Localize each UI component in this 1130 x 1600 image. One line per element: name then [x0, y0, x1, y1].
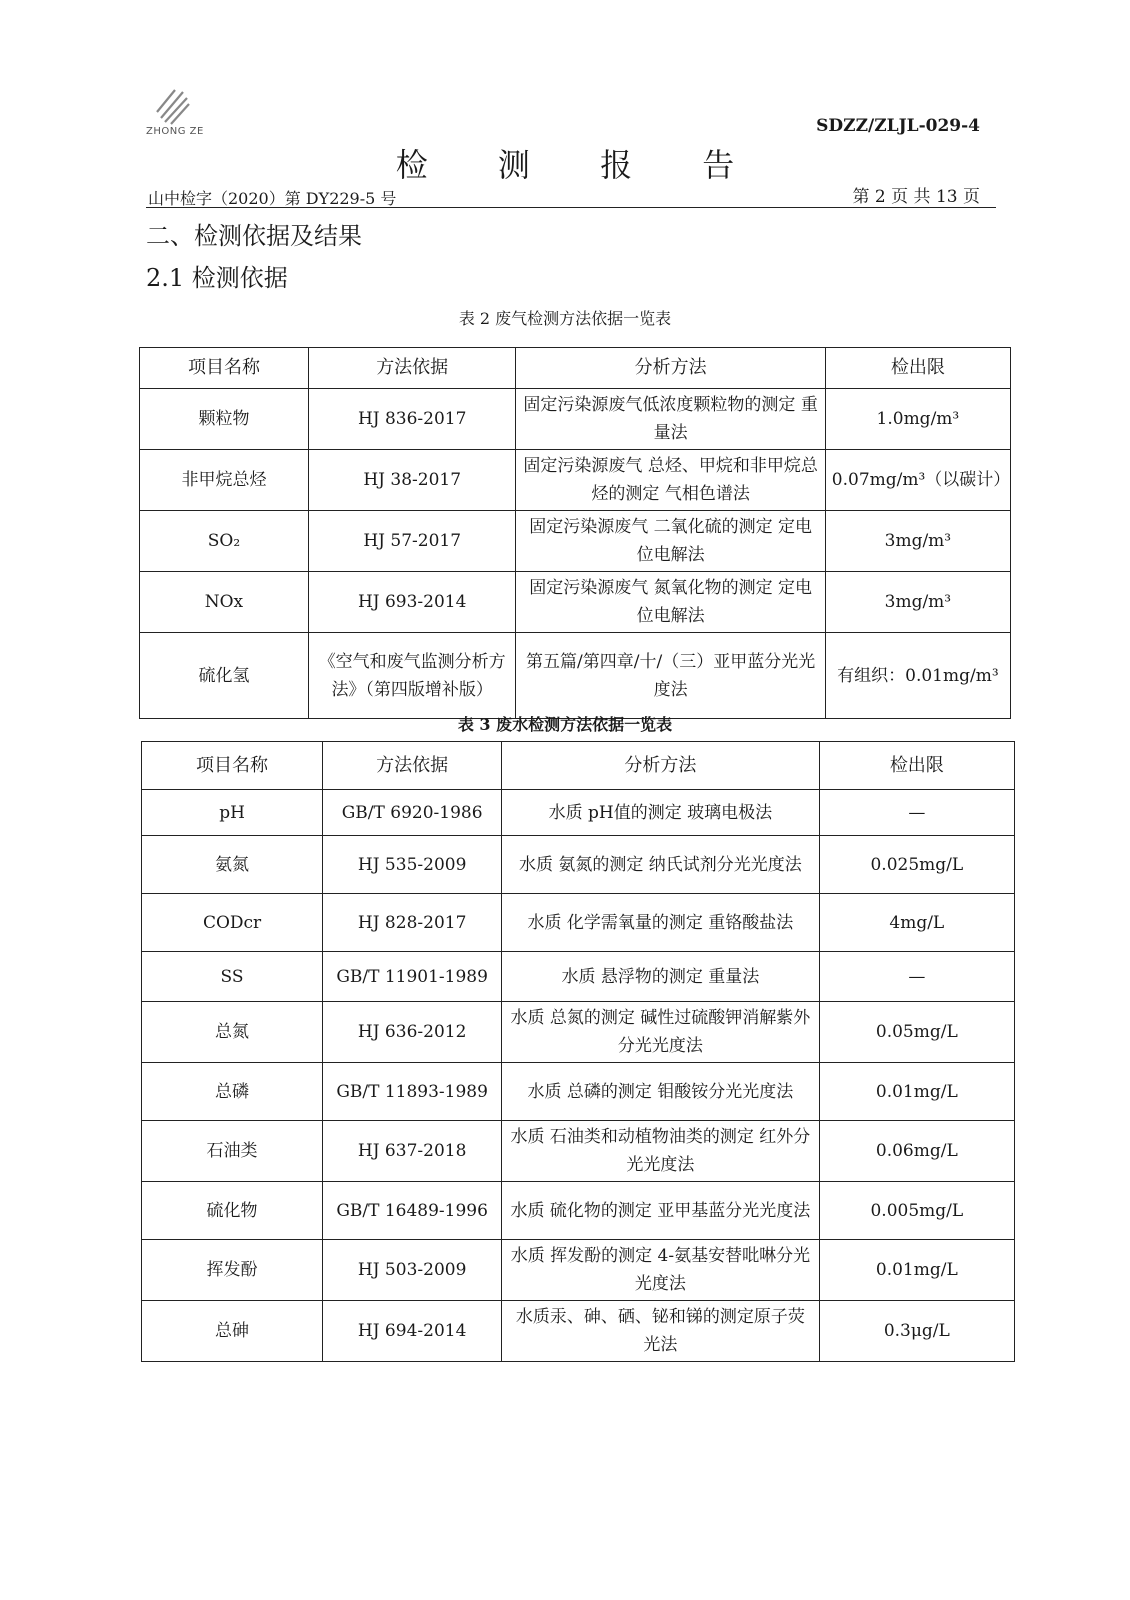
- method-cell: 水质 硫化物的测定 亚甲基蓝分光光度法: [502, 1182, 819, 1240]
- basis-cell: HJ 503-2009: [323, 1240, 502, 1301]
- wastewater-method-table: [141, 741, 1015, 1362]
- table-row: [140, 450, 1011, 511]
- table-row: [140, 633, 1011, 719]
- method-cell: 固定污染源废气 氮氧化物的测定 定电位电解法: [516, 572, 825, 633]
- item-cell: 颗粒物: [140, 389, 309, 450]
- basis-cell: GB/T 11901-1989: [323, 952, 502, 1002]
- basis-cell: HJ 535-2009: [323, 836, 502, 894]
- basis-cell: HJ 57-2017: [308, 511, 516, 572]
- report-number: 山中检字（2020）第 DY229-5 号: [148, 189, 397, 208]
- table-row: [142, 790, 1015, 836]
- header-cell: 项目名称: [140, 348, 309, 389]
- method-cell: 水质 总磷的测定 钼酸铵分光光度法: [502, 1063, 819, 1121]
- item-cell: 总砷: [142, 1301, 323, 1362]
- limit-cell: 0.005mg/L: [819, 1182, 1014, 1240]
- report-title: 检 测 报 告: [395, 146, 765, 184]
- basis-cell: GB/T 16489-1996: [323, 1182, 502, 1240]
- basis-cell: HJ 828-2017: [323, 894, 502, 952]
- item-cell: 挥发酚: [142, 1240, 323, 1301]
- section-heading: 二、检测依据及结果: [146, 222, 362, 250]
- item-cell: 总磷: [142, 1063, 323, 1121]
- item-cell: 石油类: [142, 1121, 323, 1182]
- basis-cell: HJ 637-2018: [323, 1121, 502, 1182]
- table-row: [142, 1240, 1015, 1301]
- table-row: [140, 572, 1011, 633]
- document-code: SDZZ/ZLJL-029-4: [816, 116, 980, 136]
- limit-cell: 0.3μg/L: [819, 1301, 1014, 1362]
- item-cell: 硫化氢: [140, 633, 309, 719]
- method-cell: 水质 挥发酚的测定 4-氨基安替吡啉分光光度法: [502, 1240, 819, 1301]
- table-row: [142, 952, 1015, 1002]
- limit-cell: 0.025mg/L: [819, 836, 1014, 894]
- method-cell: 水质 pH值的测定 玻璃电极法: [502, 790, 819, 836]
- item-cell: pH: [142, 790, 323, 836]
- table-row: [142, 1182, 1015, 1240]
- limit-cell: —: [819, 790, 1014, 836]
- table-row: [142, 1063, 1015, 1121]
- limit-cell: 4mg/L: [819, 894, 1014, 952]
- table-row: [142, 836, 1015, 894]
- item-cell: CODcr: [142, 894, 323, 952]
- header-cell: 方法依据: [323, 742, 502, 790]
- method-cell: 固定污染源废气低浓度颗粒物的测定 重量法: [516, 389, 825, 450]
- header-cell: 分析方法: [502, 742, 819, 790]
- method-cell: 水质 石油类和动植物油类的测定 红外分光光度法: [502, 1121, 819, 1182]
- basis-cell: 《空气和废气监测分析方法》（第四版增补版）: [308, 633, 516, 719]
- exhaust-gas-method-table: [139, 347, 1011, 719]
- basis-cell: GB/T 6920-1986: [323, 790, 502, 836]
- item-cell: SS: [142, 952, 323, 1002]
- limit-cell: 0.05mg/L: [819, 1002, 1014, 1063]
- table3-caption: 表 3 废水检测方法依据一览表: [457, 715, 673, 734]
- method-cell: 水质 氨氮的测定 纳氏试剂分光光度法: [502, 836, 819, 894]
- limit-cell: 1.0mg/m³: [825, 389, 1010, 450]
- method-cell: 固定污染源废气 二氧化硫的测定 定电位电解法: [516, 511, 825, 572]
- table-row: [142, 894, 1015, 952]
- header-cell: 项目名称: [142, 742, 323, 790]
- item-cell: 氨氮: [142, 836, 323, 894]
- method-cell: 水质汞、砷、硒、铋和锑的测定原子荧光法: [502, 1301, 819, 1362]
- limit-cell: 3mg/m³: [825, 511, 1010, 572]
- table-row: [142, 1121, 1015, 1182]
- method-cell: 第五篇/第四章/十/（三）亚甲蓝分光光度法: [516, 633, 825, 719]
- basis-cell: HJ 693-2014: [308, 572, 516, 633]
- table-row: [142, 1002, 1015, 1063]
- header-cell: 方法依据: [308, 348, 516, 389]
- table-row: [142, 1301, 1015, 1362]
- basis-cell: HJ 636-2012: [323, 1002, 502, 1063]
- table-header-row: [142, 742, 1015, 790]
- page-info: 第 2 页 共 13 页: [852, 187, 980, 207]
- item-cell: SO₂: [140, 511, 309, 572]
- item-cell: 总氮: [142, 1002, 323, 1063]
- item-cell: 非甲烷总烃: [140, 450, 309, 511]
- basis-cell: HJ 694-2014: [323, 1301, 502, 1362]
- method-cell: 水质 化学需氧量的测定 重铬酸盐法: [502, 894, 819, 952]
- limit-cell: 3mg/m³: [825, 572, 1010, 633]
- table-row: [140, 511, 1011, 572]
- table-header-row: [140, 348, 1011, 389]
- limit-cell: —: [819, 952, 1014, 1002]
- header-cell: 检出限: [825, 348, 1010, 389]
- item-cell: NOx: [140, 572, 309, 633]
- basis-cell: HJ 836-2017: [308, 389, 516, 450]
- method-cell: 水质 悬浮物的测定 重量法: [502, 952, 819, 1002]
- limit-cell: 0.07mg/m³（以碳计）: [825, 450, 1010, 511]
- table-row: [140, 389, 1011, 450]
- subsection-heading: 2.1 检测依据: [146, 264, 288, 292]
- table2-caption: 表 2 废气检测方法依据一览表: [458, 309, 672, 328]
- limit-cell: 有组织：0.01mg/m³: [825, 633, 1010, 719]
- header-rule: [146, 207, 996, 208]
- basis-cell: HJ 38-2017: [308, 450, 516, 511]
- header-cell: 分析方法: [516, 348, 825, 389]
- item-cell: 硫化物: [142, 1182, 323, 1240]
- limit-cell: 0.01mg/L: [819, 1240, 1014, 1301]
- basis-cell: GB/T 11893-1989: [323, 1063, 502, 1121]
- method-cell: 水质 总氮的测定 碱性过硫酸钾消解紫外分光光度法: [502, 1002, 819, 1063]
- header-cell: 检出限: [819, 742, 1014, 790]
- limit-cell: 0.06mg/L: [819, 1121, 1014, 1182]
- method-cell: 固定污染源废气 总烃、甲烷和非甲烷总烃的测定 气相色谱法: [516, 450, 825, 511]
- logo-text: ZHONG ZE: [146, 126, 204, 137]
- limit-cell: 0.01mg/L: [819, 1063, 1014, 1121]
